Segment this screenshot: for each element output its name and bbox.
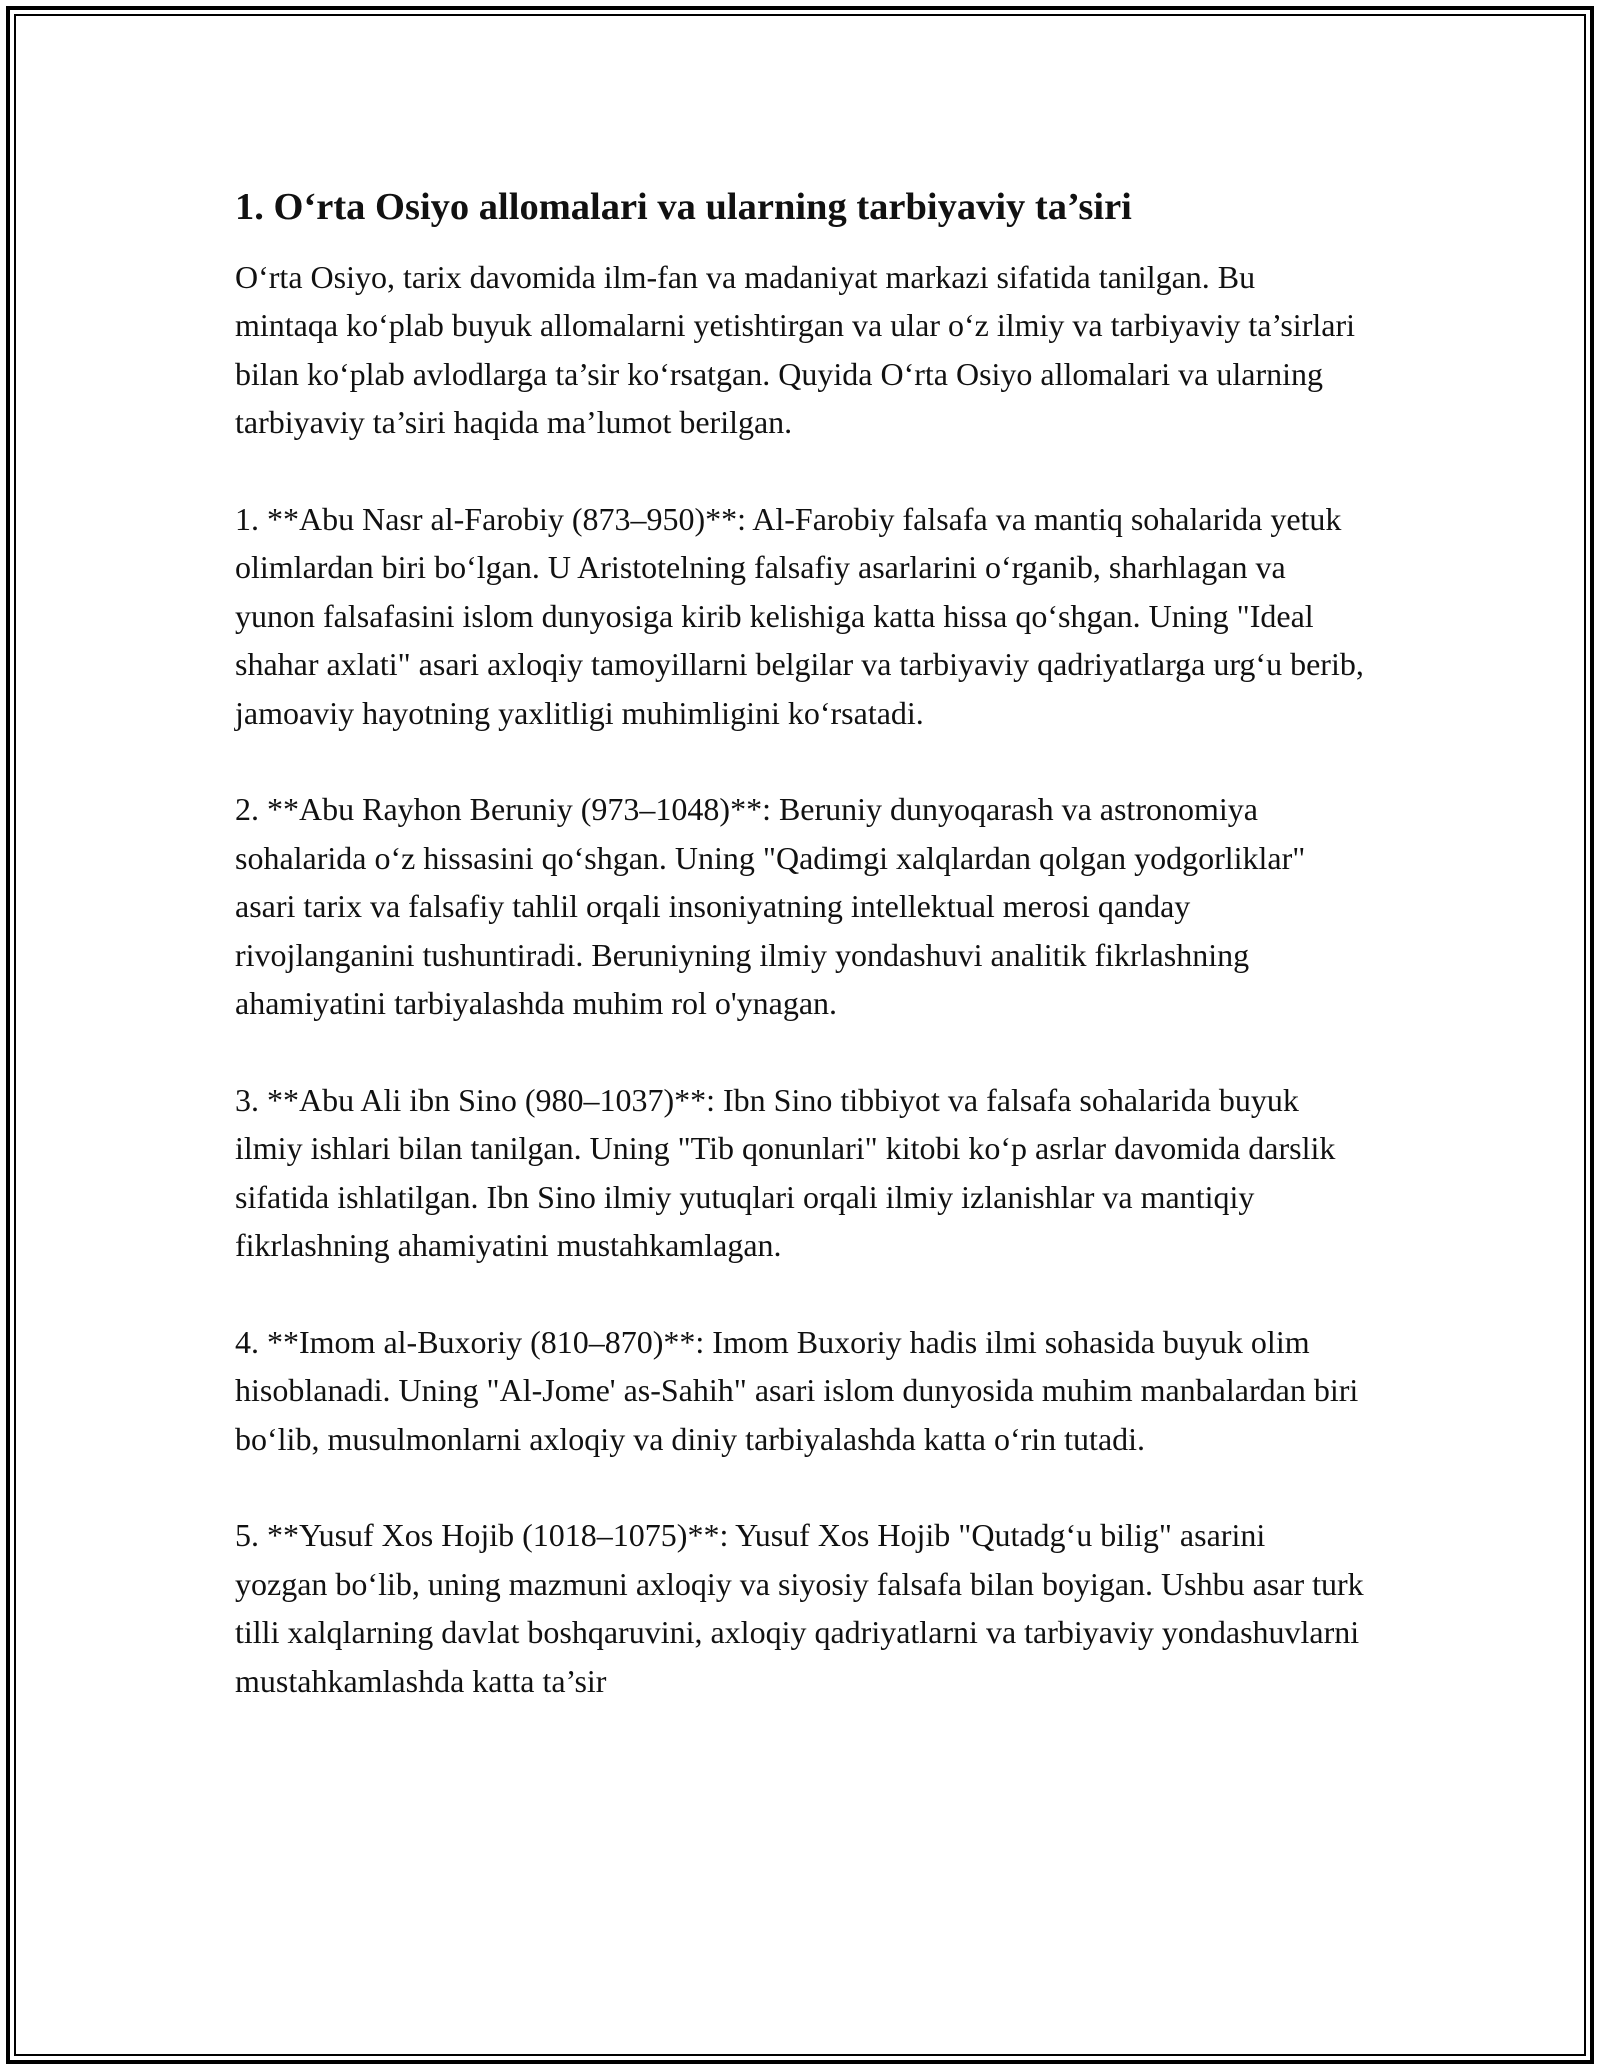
list-item-buxoriy: 4. **Imom al-Buxoriy (810–870)**: Imom Buxoriy hadis ilmi sohasida buyuk olim hisoblanadi. Uning "Al-Jome' as-Sahih" asari islom dunyosida muhim manbalardan biri bo‘lib, musulmonlarni axloqiy va diniy tarbiyalashda katta o‘rin tutadi. [235, 1323, 1359, 1457]
list-item-beruniy: 2. **Abu Rayhon Beruniy (973–1048)**: Beruniy dunyoqarash va astronomiya sohalarida o‘z hissasini qo‘shgan. Uning "Qadimgi xalqlardan qolgan yodgorliklar" asari tarix va falsafiy tahlil orqali insoniyatning intellektual merosi qanday rivojlanganini tushuntiradi. Beruniyning ilmiy yondashuvi analitik fikrlashning ahamiyatini tarbiyalashda muhim rol o'ynagan. [235, 791, 1306, 1022]
intro-paragraph: O‘rta Osiyo, tarix davomida ilm-fan va madaniyat markazi sifatida tanilgan. Bu mintaqa ko‘plab buyuk allomalarni yetishtirgan va ular o‘z ilmiy va tarbiyaviy ta’sirlari bilan ko‘plab avlodlarga ta’sir ko‘rsatgan. Quyida O‘rta Osiyo allomalari va ularning tarbiyaviy ta’siri haqida ma’lumot berilgan. [235, 259, 1355, 441]
list-item-ibn-sino: 3. **Abu Ali ibn Sino (980–1037)**: Ibn Sino tibbiyot va falsafa sohalarida buyuk ilmiy ishlari bilan tanilgan. Uning "Tib qonunlari" kitobi ko‘p asrlar davomida darslik sifatida ishlatilgan. Ibn Sino ilmiy yutuqlari orqali ilmiy izlanishlar va mantiqiy fikrlashning ahamiyatini mustahkamlagan. [235, 1081, 1336, 1264]
list-item-farobiy: 1. **Abu Nasr al-Farobiy (873–950)**: Al-Farobiy falsafa va mantiq sohalarida yetuk olimlardan biri bo‘lgan. U Aristotelning falsafiy asarlarini o‘rganib, sharhlagan va yunon falsafasini islom dunyosiga kirib kelishiga katta hissa qo‘shgan. Uning "Ideal shahar axlati" asari axloqiy tamoyillarni belgilar va tarbiyaviy qadriyatlarga urg‘u berib, jamoaviy hayotning yaxlitligi muhimligini ko‘rsatadi. [235, 501, 1364, 731]
list-item-yusuf-xos-hojib: 5. **Yusuf Xos Hojib (1018–1075)**: Yusuf Xos Hojib "Qutadg‘u bilig" asarini yozgan bo‘lib, uning mazmuni axloqiy va siyosiy falsafa bilan boyigan. Ushbu asar turk tilli xalqlarning davlat boshqaruvini, axloqiy qadriyatlarni va tarbiyaviy yondashuvlarni mustahkamlashda katta ta’sir [235, 1517, 1364, 1699]
page-title: 1. O‘rta Osiyo allomalari va ularning tarbiyaviy ta’siri [235, 186, 1132, 228]
document-body [235, 183, 1365, 1705]
